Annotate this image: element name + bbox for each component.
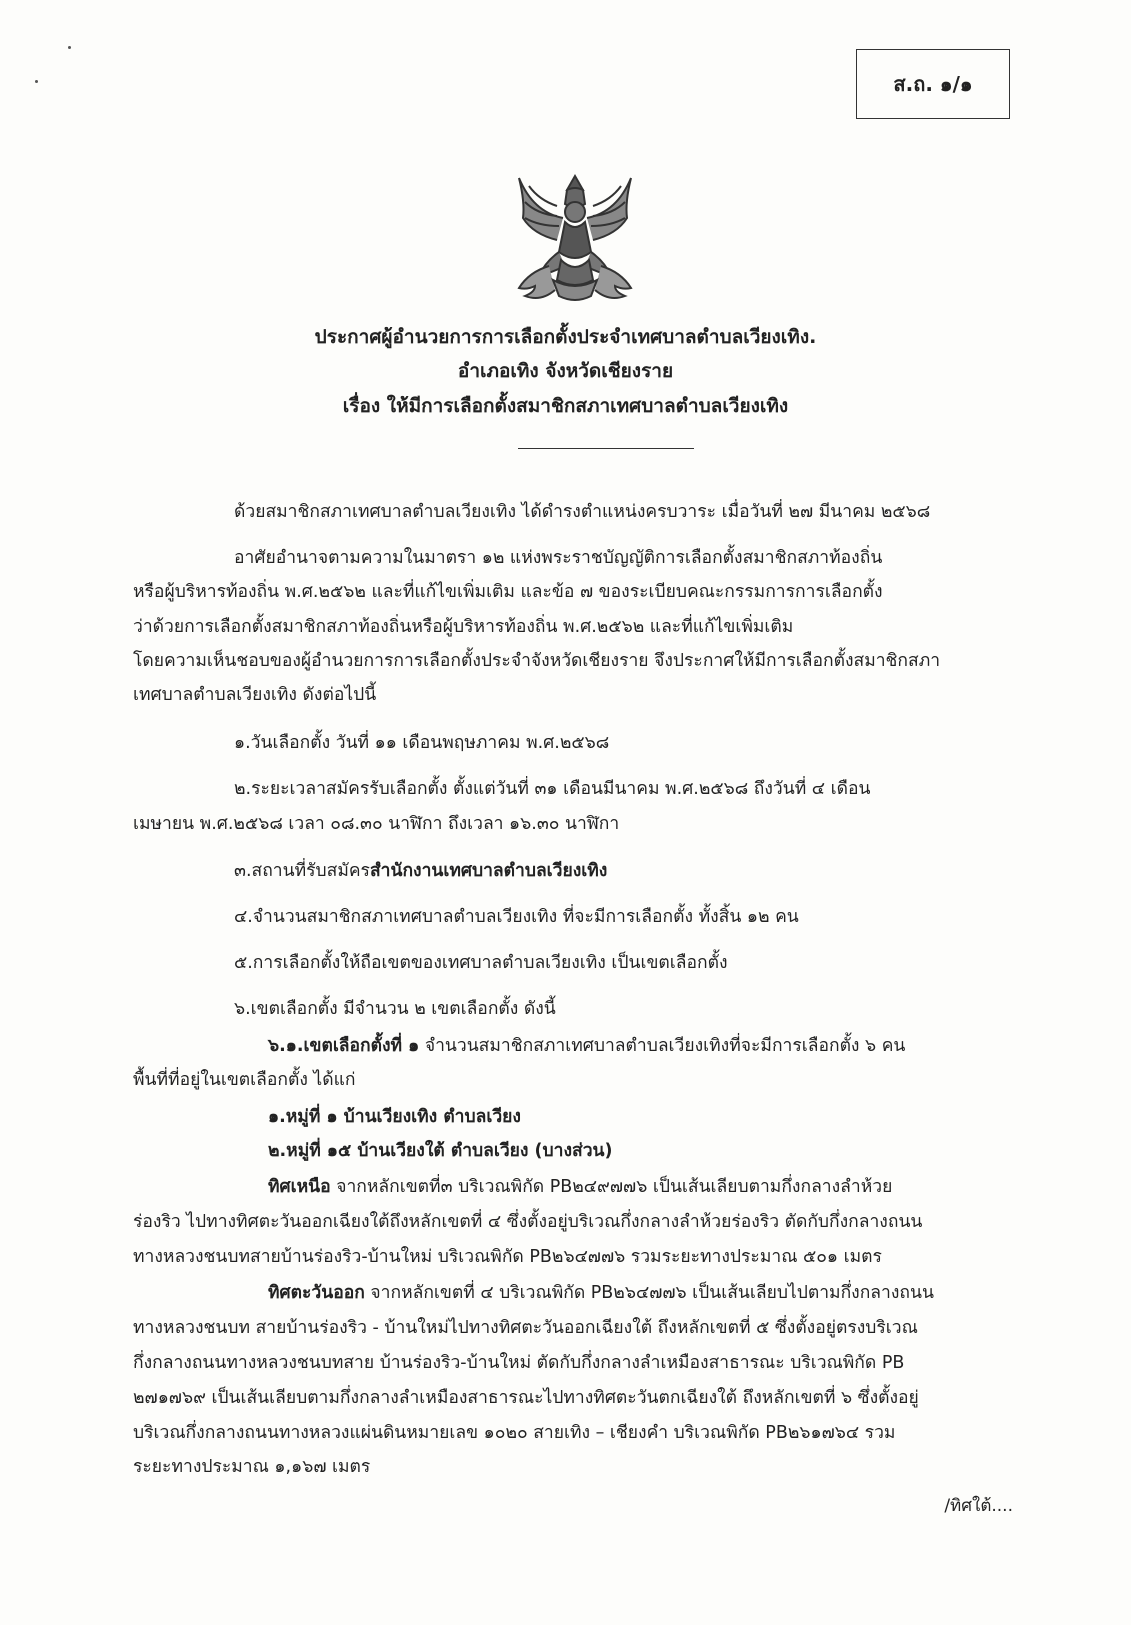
boundary-north xyxy=(268,1175,892,1199)
district-1-heading xyxy=(268,1034,905,1058)
boundary-east-cont: ๒๗๑๗๖๙ เป็นเส้นเลียบตามกึ่งกลางลำเหมืองสาธารณะไปทางทิศตะวันตกเฉียงใต้ ถึงหลักเขตที่ ๖ ซึ่งตั้งอยู่ xyxy=(133,1388,919,1408)
item-constituency-count: ๖.เขตเลือกตั้ง มีจำนวน ๒ เขตเลือกตั้ง ดังนี้ xyxy=(234,999,556,1019)
boundary-north-text: จากหลักเขตที่๓ บริเวณพิกัด PB๒๔๙๗๗๖ เป็นเส้นเลียบตามกึ่งกลางลำห้วย xyxy=(330,1177,893,1197)
continued-next-page: /ทิศใต้.... xyxy=(944,1496,1013,1516)
heading-subject: เรื่อง ให้มีการเลือกตั้งสมาชิกสภาเทศบาลตำบลเวียงเทิง xyxy=(342,395,789,417)
paragraph-authority-line: อาศัยอำนาจตามความในมาตรา ๑๒ แห่งพระราชบัญญัติการเลือกตั้งสมาชิกสภาท้องถิ่น xyxy=(234,548,883,568)
boundary-east-label: ทิศตะวันออก xyxy=(268,1283,365,1303)
heading-title-line-2: อำเภอเทิง จังหวัดเชียงราย xyxy=(457,360,674,382)
village-item: ๒.หมู่ที่ ๑๕ บ้านเวียงใต้ ตำบลเวียง (บางส่วน) xyxy=(268,1141,613,1161)
boundary-north-cont: ทางหลวงชนบทสายบ้านร่องริว-บ้านใหม่ บริเวณพิกัด PB๒๖๔๗๗๖ รวมระยะทางประมาณ ๕๐๑ เมตร xyxy=(133,1247,882,1267)
district-1-desc: จำนวนสมาชิกสภาเทศบาลตำบลเวียงเทิงที่จะมีการเลือกตั้ง ๖ คน xyxy=(419,1036,906,1056)
item-application-place-value: สำนักงานเทศบาลตำบลเวียงเทิง xyxy=(369,861,608,881)
district-1-area-intro: พื้นที่ที่อยู่ในเขตเลือกตั้ง ได้แก่ xyxy=(133,1070,356,1090)
boundary-north-cont: ร่องริว ไปทางทิศตะวันออกเฉียงใต้ถึงหลักเขตที่ ๔ ซึ่งตั้งอยู่บริเวณกึ่งกลางลำห้วยร่องริว ตัดกับกึ่งกลางถนน xyxy=(133,1212,923,1232)
item-member-count: ๔.จำนวนสมาชิกสภาเทศบาลตำบลเวียงเทิง ที่จะมีการเลือกตั้ง ทั้งสิ้น ๑๒ คน xyxy=(234,907,799,927)
form-code-box: ส.ถ. ๑/๑ xyxy=(856,49,1010,119)
paragraph-authority-line: เทศบาลตำบลเวียงเทิง ดังต่อไปนี้ xyxy=(133,685,377,705)
boundary-east-cont: กึ่งกลางถนนทางหลวงชนบทสาย บ้านร่องริว-บ้านใหม่ ตัดกับกึ่งกลางลำเหมืองสาธารณะ บริเวณพิกัด PB xyxy=(133,1353,905,1373)
district-1-label: ๖.๑.เขตเลือกตั้งที่ ๑ xyxy=(268,1036,420,1056)
item-constituency-scope: ๕.การเลือกตั้งให้ถือเขตของเทศบาลตำบลเวียงเทิง เป็นเขตเลือกตั้ง xyxy=(234,953,728,973)
garuda-emblem-icon xyxy=(505,156,645,316)
boundary-east-cont: บริเวณกึ่งกลางถนนทางหลวงแผ่นดินหมายเลข ๑๐๒๐ สายเทิง – เชียงคำ บริเวณพิกัด PB๒๖๑๗๖๔ รวม xyxy=(133,1423,896,1443)
paragraph-authority-line: ว่าด้วยการเลือกตั้งสมาชิกสภาท้องถิ่นหรือผู้บริหารท้องถิ่น พ.ศ.๒๕๖๒ และที่แก้ไขเพิ่มเติม xyxy=(133,617,794,637)
paragraph-intro: ด้วยสมาชิกสภาเทศบาลตำบลเวียงเทิง ได้ดำรงตำแหน่งครบวาระ เมื่อวันที่ ๒๗ มีนาคม ๒๕๖๘ xyxy=(234,502,931,522)
paragraph-authority-line: โดยความเห็นชอบของผู้อำนวยการการเลือกตั้งประจำจังหวัดเชียงราย จึงประกาศให้มีการเลือกตั้งสมาชิกสภา xyxy=(133,651,941,671)
item-application-place-label: ๓.สถานที่รับสมัคร xyxy=(234,861,370,881)
boundary-east xyxy=(268,1281,934,1305)
item-election-date: ๑.วันเลือกตั้ง วันที่ ๑๑ เดือนพฤษภาคม พ.ศ.๒๕๖๘ xyxy=(234,733,610,753)
heading-divider xyxy=(518,448,694,449)
boundary-north-label: ทิศเหนือ xyxy=(268,1177,331,1197)
scan-speck xyxy=(35,80,38,83)
village-item: ๑.หมู่ที่ ๑ บ้านเวียงเทิง ตำบลเวียง xyxy=(268,1107,521,1127)
item-application-place xyxy=(234,859,607,883)
boundary-east-text: จากหลักเขตที่ ๔ บริเวณพิกัด PB๒๖๔๗๗๖ เป็นเส้นเลียบไปตามกึ่งกลางถนน xyxy=(364,1283,934,1303)
heading-title-line-1: ประกาศผู้อำนวยการการเลือกตั้งประจำเทศบาลตำบลเวียงเทิง. xyxy=(314,326,817,348)
boundary-east-cont: ระยะทางประมาณ ๑,๑๖๗ เมตร xyxy=(133,1457,371,1477)
boundary-east-cont: ทางหลวงชนบท สายบ้านร่องริว - บ้านใหม่ไปทางทิศตะวันออกเฉียงใต้ ถึงหลักเขตที่ ๕ ซึ่งตั้งอยู่ตรงบริเวณ xyxy=(133,1318,918,1338)
paragraph-authority-line: หรือผู้บริหารท้องถิ่น พ.ศ.๒๕๖๒ และที่แก้ไขเพิ่มเติม และข้อ ๗ ของระเบียบคณะกรรมการการเลือกตั้ง xyxy=(133,582,883,602)
item-application-period-cont: เมษายน พ.ศ.๒๕๖๘ เวลา ๐๘.๓๐ นาฬิกา ถึงเวลา ๑๖.๓๐ นาฬิกา xyxy=(133,814,620,834)
item-application-period: ๒.ระยะเวลาสมัครรับเลือกตั้ง ตั้งแต่วันที่ ๓๑ เดือนมีนาคม พ.ศ.๒๕๖๘ ถึงวันที่ ๔ เดือน xyxy=(234,779,871,799)
scan-speck xyxy=(68,46,71,49)
